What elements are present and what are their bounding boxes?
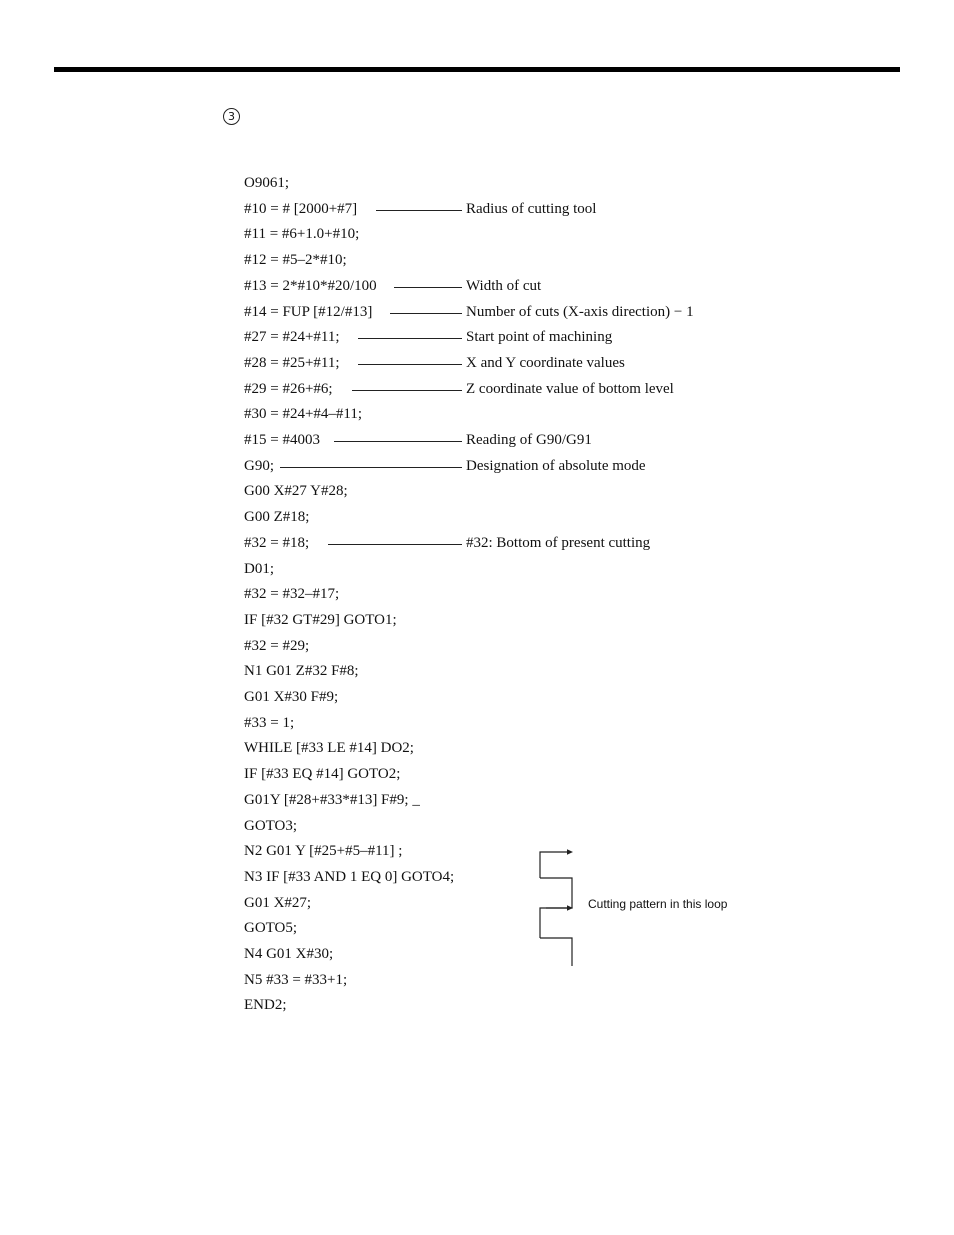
- loop-path: [540, 878, 572, 908]
- loop-path: [540, 852, 568, 878]
- code-line: O9061;: [244, 175, 289, 191]
- leader-line: [358, 338, 462, 339]
- annotation-bottom-cutting: #32: Bottom of present cutting: [466, 534, 651, 551]
- annotation-cuts: Number of cuts (X-axis direction) − 1: [466, 303, 694, 320]
- leader-line: [358, 364, 462, 365]
- loop-path: [540, 908, 568, 938]
- annotation-z-bottom: Z coordinate value of bottom level: [466, 380, 674, 397]
- code-line: IF [#33 EQ #14] GOTO2;: [244, 766, 401, 783]
- code-line: #32 = #18;: [244, 534, 310, 551]
- code-line: G00 Z#18;: [244, 509, 310, 526]
- code-line: WHILE [#33 LE #14] DO2;: [244, 740, 414, 757]
- code-line: G01 X#27;: [244, 894, 312, 911]
- annotation-width: Width of cut: [466, 277, 542, 294]
- top-rule: [54, 67, 900, 72]
- code-line: G01Y [#28+#33*#13] F#9; _: [244, 791, 420, 808]
- leader-line: [280, 467, 462, 468]
- code-line: #32 = #29;: [244, 637, 310, 654]
- code-line: #33 = 1;: [244, 714, 295, 731]
- code-line: #15 = #4003: [244, 432, 320, 448]
- section-marker: 3: [223, 108, 240, 125]
- code-line: N2 G01 Y [#25+#5–#11] ;: [244, 843, 403, 860]
- code-line: #12 = #5–2*#10;: [244, 252, 347, 269]
- code-line: #10 = # [2000+#7]: [244, 200, 358, 217]
- annotation-radius: Radius of cutting tool: [466, 200, 597, 217]
- loop-caption: Cutting pattern in this loop: [588, 897, 728, 911]
- leader-line: [334, 441, 462, 442]
- code-line: END2;: [244, 997, 287, 1014]
- code-line: #32 = #32–#17;: [244, 586, 340, 603]
- code-line: #28 = #25+#11;: [244, 354, 340, 371]
- leader-line: [376, 210, 462, 211]
- loop-path: [540, 938, 572, 966]
- code-line: G01 X#30 F#9;: [244, 689, 339, 705]
- code-line: #11 = #6+1.0+#10;: [244, 226, 360, 243]
- loop-arrow-diagram: [536, 846, 580, 970]
- code-line: G90;: [244, 457, 274, 474]
- code-line: G00 X#27 Y#28;: [244, 483, 348, 500]
- leader-line: [390, 313, 462, 314]
- code-line: #13 = 2*#10*#20/100: [244, 277, 377, 294]
- leader-line: [394, 287, 462, 288]
- leader-line: [328, 544, 462, 545]
- code-line: #29 = #26+#6;: [244, 380, 333, 397]
- code-line: #30 = #24+#4–#11;: [244, 406, 363, 423]
- annotation-absolute: Designation of absolute mode: [466, 457, 646, 474]
- code-line: N5 #33 = #33+1;: [244, 971, 348, 988]
- code-line: #14 = FUP [#12/#13]: [244, 303, 373, 320]
- code-line: N1 G01 Z#32 F#8;: [244, 663, 359, 680]
- code-line: IF [#32 GT#29] GOTO1;: [244, 611, 397, 628]
- code-line: GOTO5;: [244, 920, 298, 937]
- code-line: GOTO3;: [244, 817, 298, 834]
- code-line: D01;: [244, 560, 274, 577]
- code-line: N3 IF [#33 AND 1 EQ 0] GOTO4;: [244, 868, 455, 885]
- arrowhead: [567, 849, 573, 854]
- leader-line: [352, 390, 462, 391]
- annotation-g90-g91: Reading of G90/G91: [466, 432, 592, 448]
- annotation-xy-values: X and Y coordinate values: [466, 354, 625, 371]
- annotation-start-point: Start point of machining: [466, 329, 613, 346]
- code-line: #27 = #24+#11;: [244, 329, 340, 346]
- code-line: N4 G01 X#30;: [244, 946, 334, 962]
